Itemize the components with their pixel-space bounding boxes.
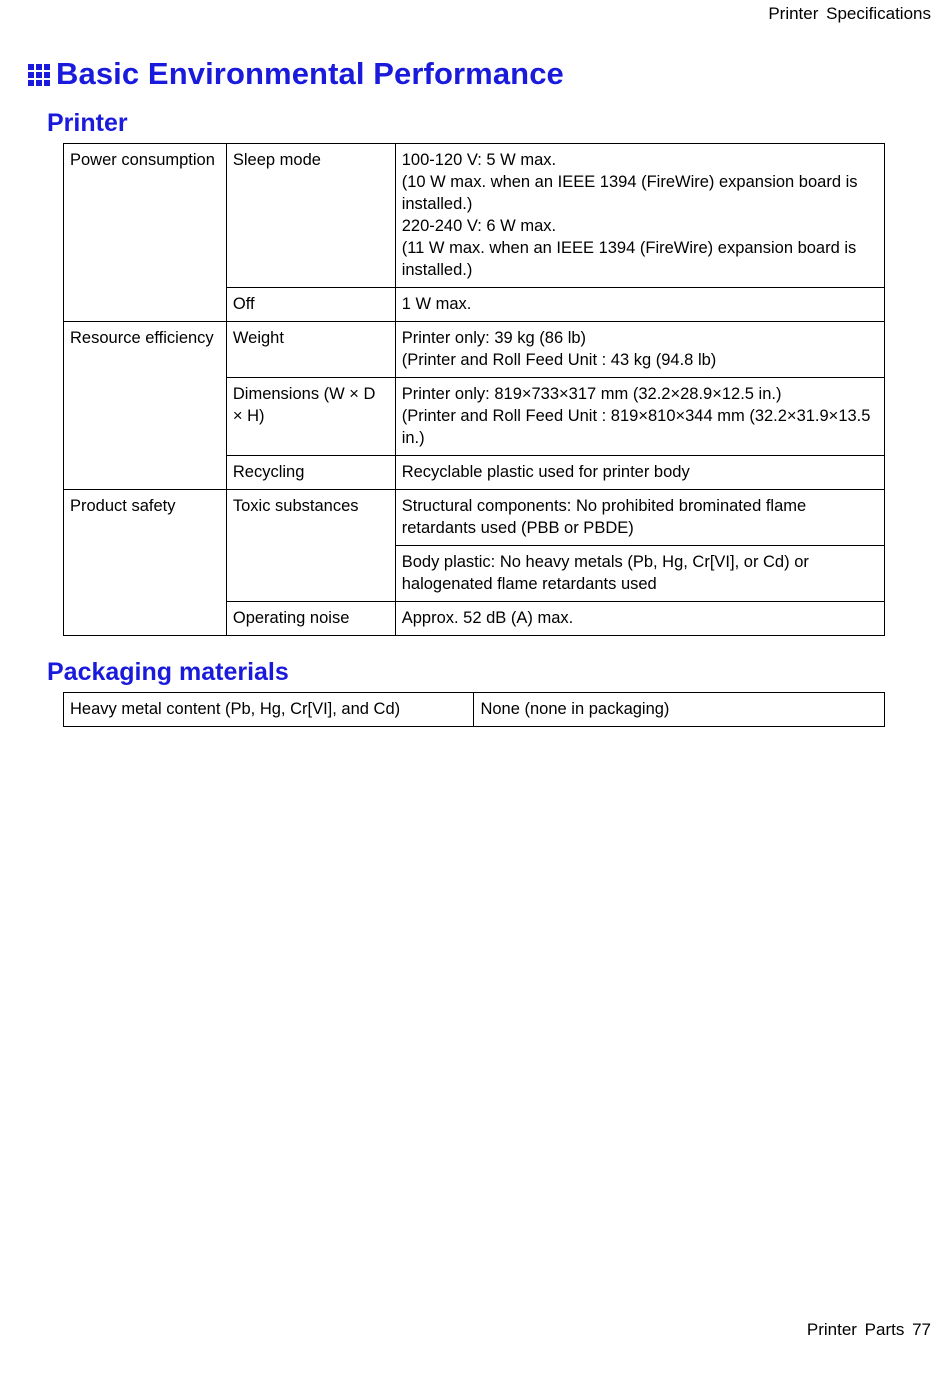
packaging-table bbox=[63, 692, 885, 727]
value-sleep-mode bbox=[395, 144, 884, 288]
table-row bbox=[64, 490, 885, 546]
table-row bbox=[64, 693, 885, 727]
packaging-label: Heavy metal content (Pb, Hg, Cr[VI], and Cd) bbox=[64, 693, 474, 727]
packaging-heading: Packaging materials bbox=[47, 658, 289, 686]
table-row bbox=[64, 144, 885, 288]
item-recycling: Recycling bbox=[226, 456, 395, 490]
category-power: Power consumption bbox=[64, 144, 227, 322]
packaging-value: None (none in packaging) bbox=[474, 693, 885, 727]
page-title bbox=[28, 56, 564, 92]
value-off: 1 W max. bbox=[395, 288, 884, 322]
footer-section: Printer Parts bbox=[806, 1320, 905, 1339]
value-dimensions bbox=[395, 378, 884, 456]
item-weight: Weight bbox=[226, 322, 395, 378]
sleep-line: 100-120 V: 5 W max. bbox=[401, 151, 557, 169]
value-toxic-plastic: Body plastic: No heavy metals (Pb, Hg, Cr[VI], or Cd) or halogenated flame retardants used bbox=[395, 546, 884, 602]
page-title-text: Basic Environmental Performance bbox=[56, 56, 564, 91]
printer-heading: Printer bbox=[47, 109, 128, 137]
page-number: 77 bbox=[912, 1320, 931, 1339]
value-noise: Approx. 52 dB (A) max. bbox=[395, 602, 884, 636]
sleep-line: (11 W max. when an IEEE 1394 (FireWire) expansion board is installed.) bbox=[401, 239, 857, 279]
category-safety: Product safety bbox=[64, 490, 227, 636]
weight-line: (Printer and Roll Feed Unit : 43 kg (94.8 lb) bbox=[401, 351, 717, 369]
value-toxic-structural: Structural components: No prohibited brominated flame retardants used (PBB or PBDE) bbox=[395, 490, 884, 546]
item-noise: Operating noise bbox=[226, 602, 395, 636]
table-row bbox=[64, 322, 885, 378]
item-sleep-mode: Sleep mode bbox=[226, 144, 395, 288]
sleep-line: 220-240 V: 6 W max. bbox=[401, 217, 557, 235]
dimensions-line: Printer only: 819×733×317 mm (32.2×28.9×12.5 in.) bbox=[401, 385, 782, 403]
weight-line: Printer only: 39 kg (86 lb) bbox=[401, 329, 587, 347]
printer-spec-table bbox=[63, 143, 885, 636]
running-footer bbox=[807, 1320, 931, 1340]
dimensions-line: (Printer and Roll Feed Unit : 819×810×344 mm (32.2×31.9×13.5 in.) bbox=[401, 407, 871, 447]
item-off: Off bbox=[226, 288, 395, 322]
category-resource: Resource efficiency bbox=[64, 322, 227, 490]
sleep-line: (10 W max. when an IEEE 1394 (FireWire) expansion board is installed.) bbox=[401, 173, 858, 213]
item-toxic: Toxic substances bbox=[226, 490, 395, 602]
item-dimensions: Dimensions (W × D × H) bbox=[226, 378, 395, 456]
grid-icon bbox=[28, 64, 50, 86]
running-header: Printer Specifications bbox=[768, 4, 931, 23]
value-weight bbox=[395, 322, 884, 378]
value-recycling: Recyclable plastic used for printer body bbox=[395, 456, 884, 490]
